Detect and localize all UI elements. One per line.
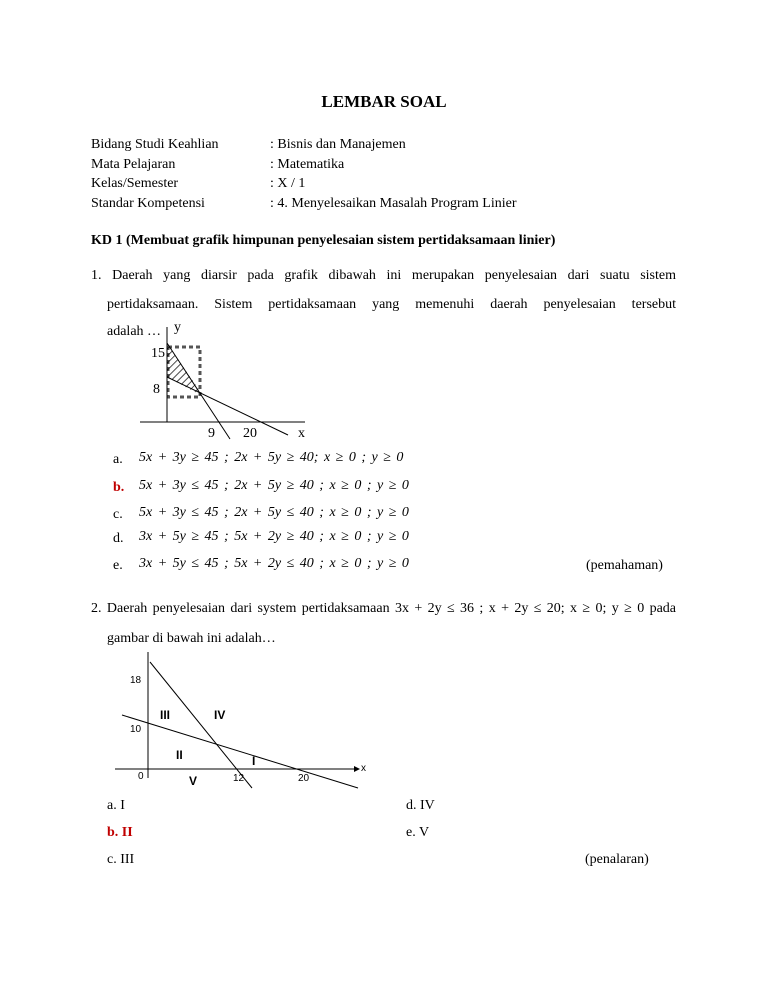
q2-option: d. IV bbox=[406, 798, 435, 813]
q1-option-equation: 3x + 5y ≤ 45 ; 5x + 2y ≤ 40 ; x ≥ 0 ; y ≥ 0 bbox=[139, 556, 409, 571]
q2-x-arrow bbox=[354, 766, 360, 772]
q1-text-line: adalah … bbox=[107, 324, 162, 339]
q1-text-line: pertidaksamaan. Sistem pertidaksamaan yang memenuhi daerah penyelesaian tersebut bbox=[107, 297, 676, 312]
info-label: Mata Pelajaran bbox=[91, 157, 176, 172]
page-title: LEMBAR SOAL bbox=[321, 92, 447, 111]
q1-option-equation: 5x + 3y ≤ 45 ; 2x + 5y ≥ 40 ; x ≥ 0 ; y ≥ 0 bbox=[139, 478, 409, 493]
q1-text-line: 1. Daerah yang diarsir pada grafik dibawah ini merupakan penyelesaian dari suatu sistem bbox=[91, 268, 676, 283]
q2-y-tick: 18 bbox=[130, 675, 142, 686]
q2-category: (penalaran) bbox=[585, 852, 649, 867]
q1-category: (pemahaman) bbox=[586, 558, 663, 573]
q1-graph bbox=[130, 315, 330, 445]
info-label: Bidang Studi Keahlian bbox=[91, 137, 219, 152]
info-label: Kelas/Semester bbox=[91, 176, 179, 191]
info-value: : X / 1 bbox=[270, 176, 306, 191]
q1-y-tick: 8 bbox=[153, 382, 160, 397]
info-label: Standar Kompetensi bbox=[91, 196, 205, 211]
q1-option-equation: 5x + 3y ≤ 45 ; 2x + 5y ≤ 40 ; x ≥ 0 ; y ≥ 0 bbox=[139, 505, 409, 520]
q1-line-8-20 bbox=[167, 377, 288, 435]
q2-option-answer: b. II bbox=[107, 825, 133, 840]
q2-region-label: III bbox=[160, 708, 171, 722]
q2-text-line: gambar di bawah ini adalah… bbox=[107, 631, 276, 646]
q2-region-label: V bbox=[189, 774, 198, 788]
q2-region-label: IV bbox=[214, 708, 226, 722]
q1-x-label: x bbox=[298, 426, 305, 441]
q2-x-tick: 20 bbox=[298, 773, 310, 784]
q2-x-tick: 0 bbox=[138, 771, 144, 782]
q2-region-label: II bbox=[176, 748, 183, 762]
q2-x-label: x bbox=[361, 763, 366, 774]
q1-y-tick: 15 bbox=[151, 346, 165, 361]
q1-x-tick: 9 bbox=[208, 426, 215, 441]
q1-option-equation: 5x + 3y ≥ 45 ; 2x + 5y ≥ 40; x ≥ 0 ; y ≥ 0 bbox=[139, 450, 404, 465]
q1-option-letter: c. bbox=[113, 507, 123, 522]
q2-option: e. V bbox=[406, 825, 430, 840]
q1-option-letter: a. bbox=[113, 452, 123, 467]
q2-region-label: I bbox=[252, 754, 256, 768]
q1-y-label: y bbox=[174, 320, 181, 335]
q2-option: a. I bbox=[107, 798, 125, 813]
q1-x-tick: 20 bbox=[243, 426, 257, 441]
info-value: : 4. Menyelesaikan Masalah Program Linier bbox=[270, 196, 517, 211]
q1-option-letter-answer: b. bbox=[113, 480, 125, 495]
kd-heading: KD 1 (Membuat grafik himpunan penyelesaian sistem pertidaksamaan linier) bbox=[91, 233, 556, 248]
q2-graph bbox=[110, 648, 380, 798]
q2-option: c. III bbox=[107, 852, 135, 867]
q2-text-line: 2. Daerah penyelesaian dari system pertidaksamaan 3x + 2y ≤ 36 ; x + 2y ≤ 20; x ≥ 0; y ≥ 0 pada bbox=[91, 601, 676, 616]
q1-option-letter: e. bbox=[113, 558, 123, 573]
q2-x-tick: 12 bbox=[233, 773, 245, 784]
q2-y-tick: 10 bbox=[130, 724, 142, 735]
q1-option-letter: d. bbox=[113, 531, 124, 546]
info-value: : Matematika bbox=[270, 157, 345, 172]
q1-option-equation: 3x + 5y ≥ 45 ; 5x + 2y ≥ 40 ; x ≥ 0 ; y ≥ 0 bbox=[139, 529, 409, 544]
info-value: : Bisnis dan Manajemen bbox=[270, 137, 406, 152]
